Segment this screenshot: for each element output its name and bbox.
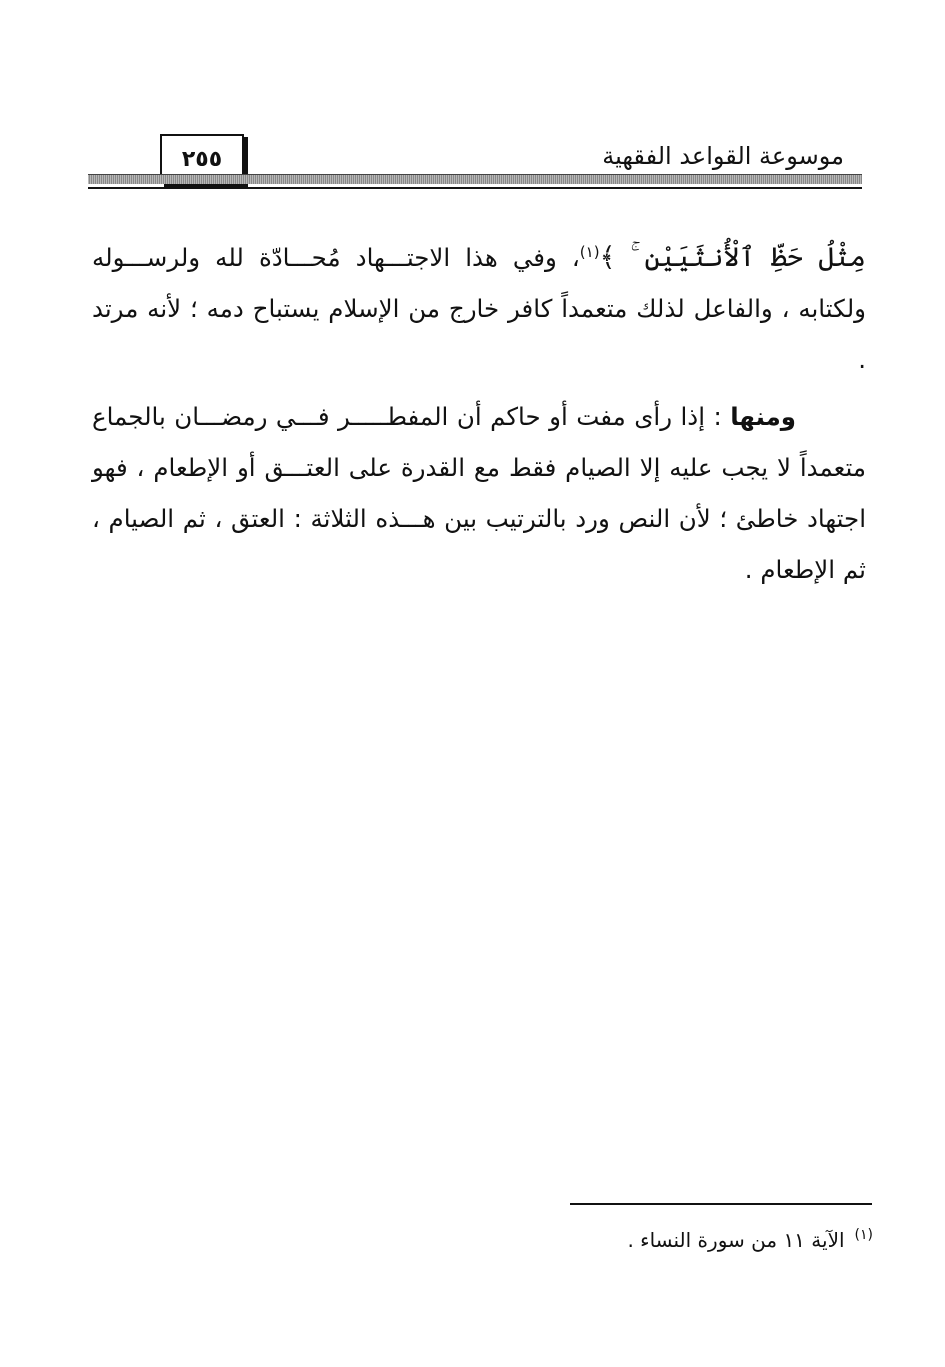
footnote-separator bbox=[570, 1203, 872, 1205]
header-rule-band bbox=[88, 174, 862, 184]
quran-verse: مِثْلُ حَظِّ ٱلْأُنثَيَيْنِ ۚ bbox=[630, 242, 867, 273]
footnote-mark: (١) bbox=[854, 1227, 873, 1244]
paragraph-1 bbox=[92, 232, 866, 385]
footnote-reference[interactable]: (١) bbox=[579, 242, 600, 261]
paragraph-2-lead: ومنها bbox=[730, 402, 796, 431]
footnote-text: الآية ١١ من سورة النساء . bbox=[627, 1228, 845, 1252]
closing-bracket: ﴾ bbox=[599, 242, 616, 273]
paragraph-2 bbox=[92, 391, 866, 595]
paragraph-2-text: : إذا رأى مفت أو حاكم أن المفطـــــر فـــي رمضـــان بالجماع متعمداً لا يجب عليه إلا الصيام فقط مع القدرة على العتـــق أو الإطعام ، فهو اجتهاد خاطئ ؛ لأن النص ورد بالترتيب بين هـــذه الثلاثة : العتق ، ثم الصيام ، ثم الإطعام . bbox=[92, 402, 866, 584]
page-header bbox=[88, 130, 862, 190]
page-number: ٢٥٥ bbox=[181, 146, 223, 172]
paragraph-1-text: ، وفي هذا الاجتـــهاد مُحـــادّة لله ولرســـوله ولكتابه ، والفاعل لذلك متعمداً كافر خارج من الإسلام يستباح دمه ؛ لأنه مرتد . bbox=[92, 243, 866, 374]
footnote bbox=[627, 1228, 873, 1252]
main-text bbox=[92, 232, 866, 595]
header-rule-line bbox=[88, 187, 862, 189]
book-title: موسوعة القواعد الفقهية bbox=[602, 142, 844, 170]
